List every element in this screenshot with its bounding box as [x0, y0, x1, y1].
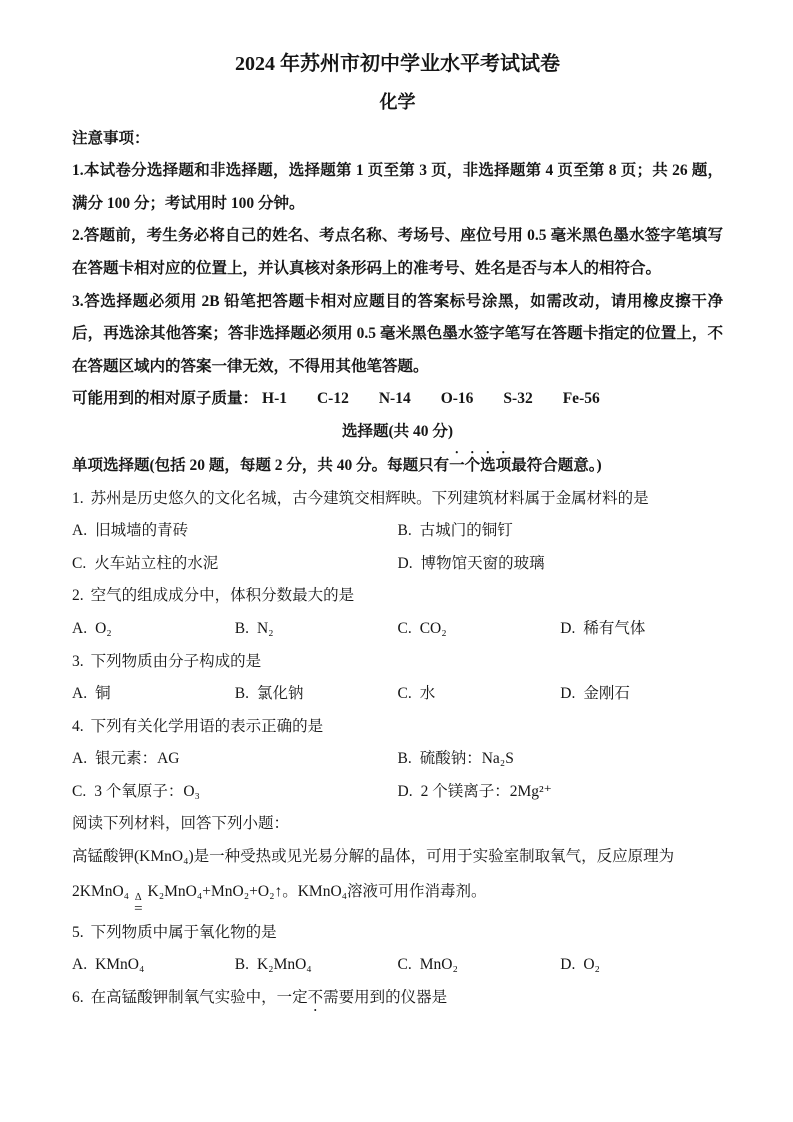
option-a — [72, 613, 235, 646]
section-subtitle-pre: 单项选择题(包括 20 题，每题 2 分，共 40 分。每题只有 — [72, 457, 450, 475]
option-d — [398, 776, 724, 809]
option-c — [398, 949, 561, 982]
delta-symbol: Δ — [134, 892, 142, 904]
option-text: CO₂ — [419, 620, 447, 637]
question-stem — [72, 711, 723, 744]
option-text: 火车站立柱的水泥 — [94, 554, 219, 572]
options-grid — [72, 949, 723, 982]
option-text: 硫酸钠：Na₂S — [419, 750, 514, 768]
option-d — [560, 678, 723, 711]
question-stem-text: 下列物质中属于氧化物的是 — [90, 923, 277, 941]
question-stem — [72, 982, 723, 1015]
option-a — [72, 678, 235, 711]
atomic-mass-value: C-12 — [316, 390, 349, 408]
option-text: MnO₂ — [419, 956, 458, 974]
option-a — [72, 515, 398, 548]
question-4 — [72, 711, 723, 809]
option-label: A. — [72, 685, 88, 703]
equals-sign: = — [134, 900, 143, 917]
reading-passage: 高锰酸钾(KMnO₄)是一种受热或见光易分解的晶体，可用于实验室制取氧气，反应原理为 — [72, 847, 675, 865]
atomic-mass-value: O-16 — [440, 390, 474, 408]
question-stem-text: 下列有关化学用语的表示正确的是 — [90, 717, 324, 735]
option-text: 银元素：AG — [95, 750, 180, 768]
question-number: 4. — [72, 717, 84, 735]
option-c — [72, 548, 398, 581]
option-label: B. — [397, 750, 412, 768]
question-3 — [72, 646, 723, 711]
options-grid — [72, 613, 723, 646]
option-b — [398, 515, 724, 548]
equation-left: 2KMnO₄ — [72, 883, 130, 901]
question-stem-text: 空气的组成成分中，体积分数最大的是 — [90, 587, 355, 605]
equation-condition — [134, 893, 142, 917]
option-label: C. — [72, 554, 87, 572]
option-text: 氯化钠 — [256, 685, 304, 703]
section-subtitle-emphasis: 一个选项 — [449, 457, 512, 475]
question-stem-text: 下列物质由分子构成的是 — [90, 652, 262, 670]
option-text: N₂ — [256, 620, 274, 637]
option-a — [72, 743, 398, 776]
section-subtitle-post: 最符合题意。) — [511, 457, 602, 475]
question-stem-pre: 在高锰酸钾制氧气实验中，一定 — [90, 988, 308, 1006]
option-text: 稀有气体 — [583, 620, 646, 637]
option-b — [235, 949, 398, 982]
notice-item-2: 2.答题前，考生务必将自己的姓名、考点名称、考场号、座位号用 0.5 毫米黑色墨水签字笔填写在答题卡相对应的位置上，并认真核对条形码上的准考号、姓名是否与本人的相符合。 — [72, 227, 723, 277]
question-stem — [72, 483, 723, 516]
option-label: A. — [72, 522, 88, 540]
question-number: 3. — [72, 652, 84, 670]
option-text: O₂ — [583, 956, 600, 974]
option-text: 3 个氧原子：O₃ — [94, 782, 200, 800]
page-title: 2024 年苏州市初中学业水平考试试卷 — [235, 53, 560, 75]
options-grid — [72, 743, 723, 808]
chemical-equation — [72, 873, 723, 917]
option-label: C. — [397, 685, 412, 703]
option-text: K₂MnO₄ — [256, 956, 312, 974]
atomic-masses-values — [262, 383, 600, 416]
option-label: D. — [397, 782, 413, 800]
section-title: 选择题(共 40 分) — [341, 422, 454, 440]
question-stem — [72, 917, 723, 950]
option-b — [235, 678, 398, 711]
option-text: 水 — [419, 685, 436, 703]
atomic-mass-value: S-32 — [503, 390, 533, 408]
option-text: O₂ — [95, 620, 112, 637]
question-stem-text — [91, 989, 448, 1006]
option-label: B. — [234, 685, 249, 703]
question-stem — [72, 580, 723, 613]
notice-item-1: 1.本试卷分选择题和非选择题，选择题第 1 页至第 3 页，非选择题第 4 页至第 8 页；共 26 题，满分 100 分；考试用时 100 分钟。 — [72, 162, 723, 212]
option-label: D. — [397, 554, 413, 572]
notice-item-3: 3.答选择题必须用 2B 铅笔把答题卡相对应题目的答案标号涂黑，如需改动，请用橡皮擦干净后，再选涂其他答案；答非选择题必须用 0.5 毫米黑色墨水签字笔写在答题卡指定的位置上，不在答题区域内的答案一律无效，不得用其他笔答题。 — [72, 292, 723, 375]
option-text: 2 个镁离子：2Mg²⁺ — [420, 782, 552, 800]
option-b — [235, 613, 398, 646]
question-number: 6. — [72, 988, 84, 1006]
atomic-mass-value: Fe-56 — [562, 390, 600, 408]
question-6 — [72, 982, 723, 1015]
option-text: 古城门的铜钉 — [419, 522, 513, 540]
question-stem — [72, 646, 723, 679]
section-subtitle — [72, 448, 723, 483]
notice-heading: 注意事项： — [72, 129, 150, 147]
reading-intro: 阅读下列材料，回答下列小题： — [72, 815, 290, 833]
atomic-mass-value: N-14 — [378, 390, 411, 408]
question-number: 1. — [72, 489, 84, 507]
atomic-masses-label: 可能用到的相对原子质量： — [72, 390, 259, 408]
option-text: KMnO₄ — [95, 956, 145, 974]
question-1 — [72, 483, 723, 581]
option-label: D. — [560, 620, 576, 637]
option-label: A. — [72, 620, 88, 637]
option-label: B. — [397, 522, 412, 540]
question-stem-post: 需要用到的仪器是 — [323, 988, 448, 1006]
option-c — [398, 678, 561, 711]
subject-title: 化学 — [379, 92, 416, 112]
option-label: B. — [234, 956, 249, 974]
atomic-masses — [72, 383, 723, 416]
option-label: B. — [234, 620, 249, 637]
option-label: D. — [560, 685, 576, 703]
option-b — [398, 743, 724, 776]
option-text: 博物馆天窗的玻璃 — [420, 554, 545, 572]
option-c — [398, 613, 561, 646]
option-label: D. — [560, 956, 576, 974]
option-label: C. — [397, 956, 412, 974]
option-label: C. — [72, 782, 87, 800]
option-label: A. — [72, 750, 88, 768]
question-2 — [72, 580, 723, 645]
option-a — [72, 949, 235, 982]
option-c — [72, 776, 398, 809]
option-label: A. — [72, 956, 88, 974]
question-stem-text: 苏州是历史悠久的文化名城，古今建筑交相辉映。下列建筑材料属于金属材料的是 — [90, 489, 649, 507]
option-d — [560, 613, 723, 646]
options-grid — [72, 515, 723, 580]
question-stem-emphasis: 不 — [307, 988, 324, 1006]
question-number: 5. — [72, 923, 84, 941]
option-d — [560, 949, 723, 982]
option-d — [398, 548, 724, 581]
question-5 — [72, 917, 723, 982]
option-text: 旧城墙的青砖 — [95, 522, 189, 540]
options-grid — [72, 678, 723, 711]
equation-right: K₂MnO₄+MnO₂+O₂↑。KMnO₄溶液可用作消毒剂。 — [147, 883, 487, 901]
atomic-mass-value: H-1 — [262, 390, 287, 408]
question-number: 2. — [72, 587, 84, 605]
option-text: 铜 — [95, 685, 111, 703]
reading-material — [72, 808, 723, 917]
option-text: 金刚石 — [583, 685, 630, 703]
option-label: C. — [397, 620, 412, 637]
